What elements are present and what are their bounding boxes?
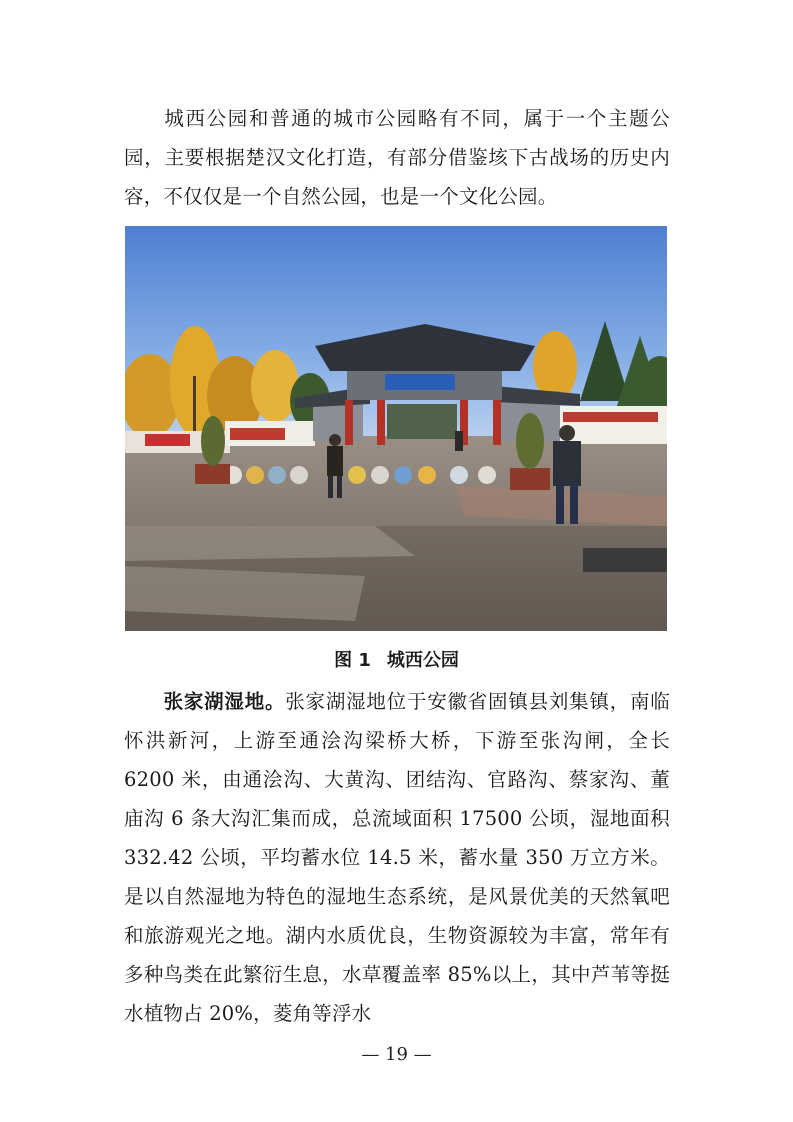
- paragraph-wetland: [124, 682, 670, 1033]
- paragraph-intro-text: 城西公园和普通的城市公园略有不同，属于一个主题公园，主要根据楚汉文化打造，有部分借鉴垓下古战场的历史内容，不仅仅是一个自然公园，也是一个文化公园。: [124, 107, 670, 208]
- paragraph-wetland-text: 张家湖湿地位于安徽省固镇县刘集镇，南临怀洪新河，上游至通浍沟梁桥大桥，下游至张沟闸，全长 6200 米，由通浍沟、大黄沟、团结沟、官路沟、蔡家沟、董庙沟 6 条大沟汇集而成，总流域面积 17500 公顷，湿地面积 332.42 公顷，平均蓄水位 14.5 米，蓄水量 350 万立方米。是以自然湿地为特色的湿地生态系统，是风景优美的天然氧吧和旅游观光之地。湖内水质优良，生物资源较为丰富，常年有多种鸟类在此繁衍生息，水草覆盖率 85%以上，其中芦苇等挺水植物占 20%，菱角等浮水: [124, 690, 670, 1025]
- figure-title: 城西公园: [386, 650, 459, 671]
- figure-label: 图 1: [334, 650, 371, 671]
- park-gate-photo: [125, 226, 667, 631]
- page-number: — 19 —: [361, 1044, 432, 1065]
- paragraph-wetland-lead: 张家湖湿地。: [163, 690, 286, 713]
- paragraph-intro: [124, 99, 670, 216]
- figure-caption: [0, 646, 793, 672]
